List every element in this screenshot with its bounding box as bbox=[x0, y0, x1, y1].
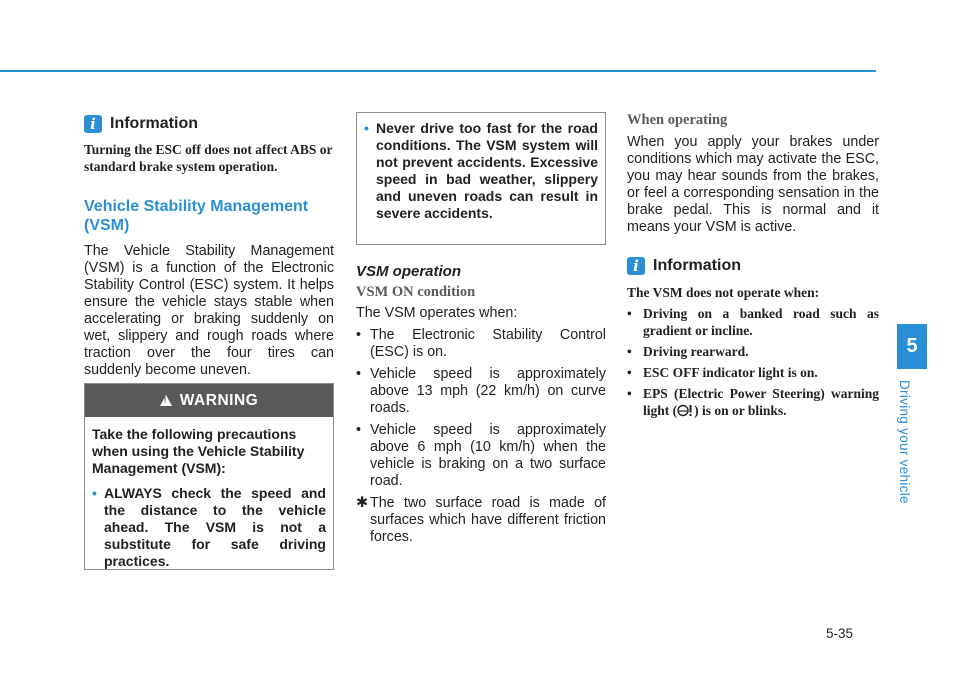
chapter-tab: 5 bbox=[897, 324, 927, 369]
info-intro: The VSM does not operate when: bbox=[627, 285, 820, 300]
list-item: • Driving on a banked road such as gradient or incline. bbox=[627, 306, 879, 338]
chapter-label-text: Driving your vehicle bbox=[897, 380, 912, 504]
note-mark-icon: ✱ bbox=[356, 495, 368, 511]
list-item: • Vehicle speed is approximately above 13 mph (22 km/h) on curve roads. bbox=[356, 366, 606, 416]
vsm-operates-intro: The VSM operates when: bbox=[356, 305, 518, 321]
info-heading bbox=[84, 112, 334, 136]
steering-warning-icon bbox=[677, 404, 694, 417]
info-icon: i bbox=[84, 115, 102, 133]
column-3 bbox=[627, 112, 879, 419]
bullet-dot: • bbox=[92, 485, 97, 501]
when-operating-heading: When operating bbox=[627, 112, 728, 128]
warning-bullet bbox=[92, 485, 326, 570]
column-1 bbox=[84, 112, 334, 379]
bullet-dot: • bbox=[364, 120, 369, 136]
list-item: • Driving rearward. bbox=[627, 344, 749, 359]
info-icon: i bbox=[627, 257, 645, 275]
column-2 bbox=[356, 263, 606, 546]
info-text: Turning the ESC off does not affect ABS or standard brake system operation. bbox=[84, 142, 333, 174]
list-item: • ESC OFF indicator light is on. bbox=[627, 365, 818, 380]
warning-box bbox=[84, 383, 334, 570]
top-rule bbox=[0, 70, 876, 72]
warning-box-continued bbox=[356, 112, 606, 245]
when-operating-text: When you apply your brakes under conditions which may activate the ESC, you may hear sounds from the brakes, or feel a corresponding sensation in the brake pedal. This is normal and it means your VSM is active. bbox=[627, 134, 879, 235]
vsm-description: The Vehicle Stability Management (VSM) is a function of the Electronic Stability Control (ESC) system. It helps ensure the vehicle stays stable when accelerating or braking suddenly on wet, slippery and rough roads where traction over the four tires can suddenly become uneven. bbox=[84, 243, 334, 378]
vsm-on-subheading: VSM ON condition bbox=[356, 284, 476, 300]
list-item: • The Electronic Stability Control (ESC) is on. bbox=[356, 327, 606, 360]
chapter-label bbox=[897, 380, 927, 504]
info-title: Information bbox=[110, 115, 198, 132]
vsm-operation-heading: VSM operation bbox=[356, 263, 462, 280]
info-heading bbox=[627, 254, 879, 278]
warning-triangle-icon bbox=[160, 395, 172, 406]
warning-title: WARNING bbox=[179, 391, 259, 409]
warning-header bbox=[85, 384, 333, 417]
list-item: • EPS (Electric Power Steering) warning light ( ) is on or blinks. bbox=[627, 386, 879, 418]
warning-intro: Take the following precautions when using the Vehicle Stability Management (VSM): bbox=[92, 426, 305, 476]
section-title: Vehicle Stability Management (VSM) bbox=[84, 198, 309, 234]
list-item: • Vehicle speed is approximately above 6 mph (10 km/h) when the vehicle is braking on a two surface road. bbox=[356, 422, 606, 489]
info-title: Information bbox=[653, 257, 741, 274]
warning-bullet-text: ALWAYS check the speed and the distance to the vehicle ahead. The VSM is not a substitute for safe driving practices. bbox=[104, 485, 326, 569]
note-item: ✱ The two surface road is made of surfaces which have different friction forces. bbox=[356, 495, 606, 545]
page-number: 5-35 bbox=[826, 626, 854, 641]
warning-bullet-text: Never drive too fast for the road conditions. The VSM system will not prevent accidents. Excessive speed in bad weather, slippery and uneven roads can result in severe accidents. bbox=[376, 120, 598, 221]
warning-bullet bbox=[364, 120, 598, 222]
